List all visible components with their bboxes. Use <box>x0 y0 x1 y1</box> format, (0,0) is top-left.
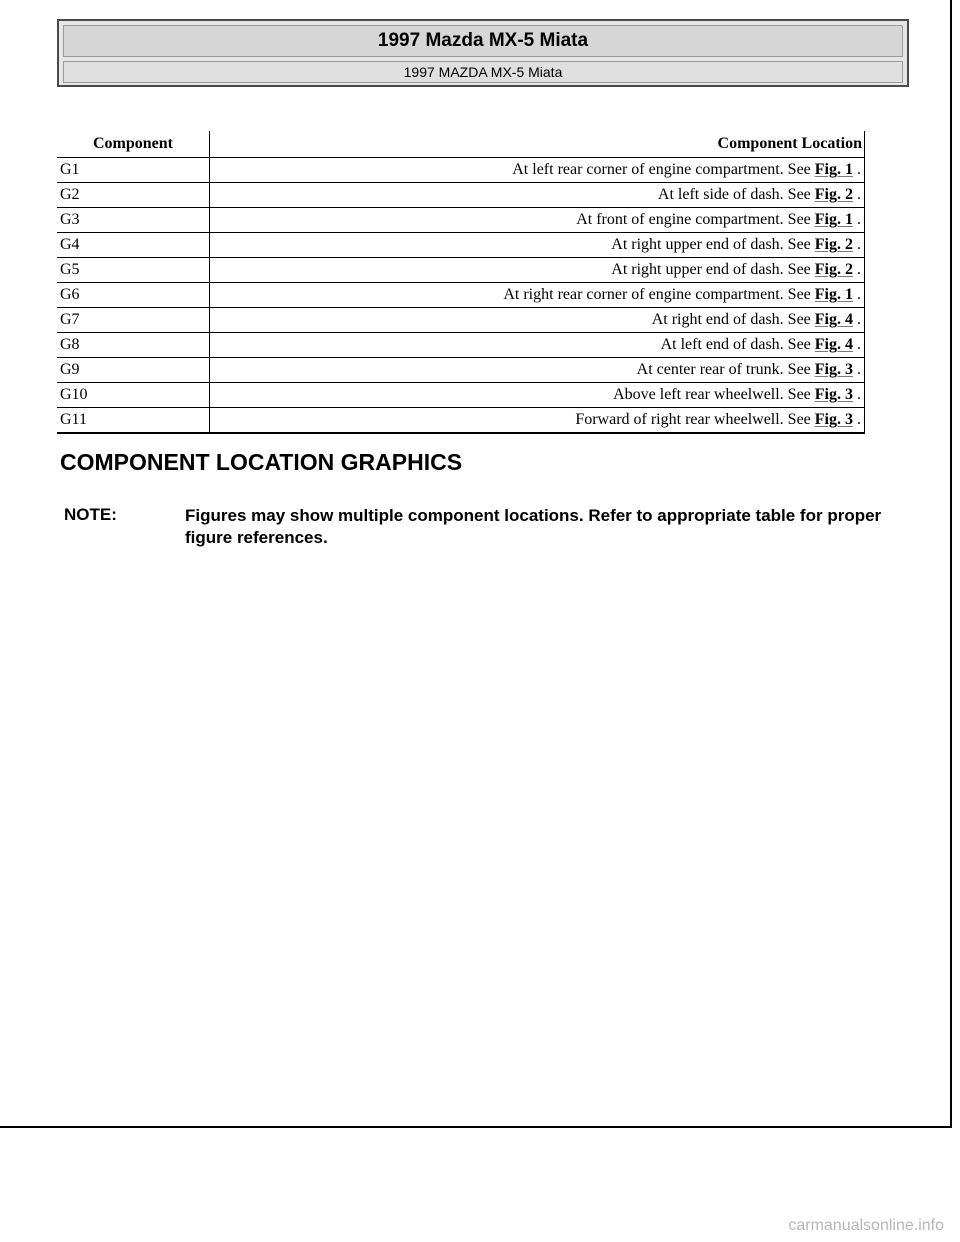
figure-link[interactable]: Fig. 4 <box>814 336 853 353</box>
period-text: . <box>857 361 861 378</box>
section-heading: COMPONENT LOCATION GRAPHICS <box>60 449 463 475</box>
table-row <box>57 308 865 333</box>
table-row <box>57 383 865 408</box>
location-text: At right end of dash. See <box>651 311 811 328</box>
period-text: . <box>857 386 861 403</box>
table-row <box>57 358 865 383</box>
location-text: At left rear corner of engine compartment. See <box>512 161 811 178</box>
location-text: Forward of right rear wheelwell. See <box>575 411 811 428</box>
table-row <box>57 283 865 308</box>
table-header-row <box>57 131 865 158</box>
component-cell: G8 <box>57 333 210 358</box>
component-cell: G7 <box>57 308 210 333</box>
location-text: Above left rear wheelwell. See <box>613 386 811 403</box>
figure-link[interactable]: Fig. 3 <box>814 411 853 428</box>
table-row <box>57 408 865 434</box>
location-cell <box>210 283 865 308</box>
location-cell <box>210 233 865 258</box>
figure-link[interactable]: Fig. 1 <box>814 211 853 228</box>
period-text: . <box>857 286 861 303</box>
figure-link[interactable]: Fig. 3 <box>814 386 853 403</box>
table-row <box>57 258 865 283</box>
component-cell: G1 <box>57 158 210 183</box>
period-text: . <box>857 161 861 178</box>
period-text: . <box>857 211 861 228</box>
component-location-table <box>57 131 865 434</box>
location-cell <box>210 358 865 383</box>
period-text: . <box>857 411 861 428</box>
component-cell: G4 <box>57 233 210 258</box>
component-cell: G11 <box>57 408 210 434</box>
period-text: . <box>857 261 861 278</box>
location-cell <box>210 258 865 283</box>
location-cell <box>210 408 865 434</box>
location-text: At right upper end of dash. See <box>611 261 811 278</box>
note-label: NOTE: <box>64 505 117 524</box>
column-header-component: Component <box>57 131 210 158</box>
location-text: At center rear of trunk. See <box>636 361 811 378</box>
location-cell <box>210 308 865 333</box>
period-text: . <box>857 186 861 203</box>
location-text: At left side of dash. See <box>657 186 811 203</box>
figure-link[interactable]: Fig. 2 <box>814 236 853 253</box>
location-cell <box>210 183 865 208</box>
location-cell <box>210 333 865 358</box>
figure-link[interactable]: Fig. 2 <box>814 261 853 278</box>
figure-link[interactable]: Fig. 4 <box>814 311 853 328</box>
location-text: At front of engine compartment. See <box>576 211 811 228</box>
location-text: At left end of dash. See <box>660 336 811 353</box>
component-cell: G10 <box>57 383 210 408</box>
table-row <box>57 233 865 258</box>
period-text: . <box>857 311 861 328</box>
document-title: 1997 Mazda MX-5 Miata <box>63 25 903 57</box>
location-text: At right rear corner of engine compartment. See <box>503 286 811 303</box>
period-text: . <box>857 236 861 253</box>
note-text: Figures may show multiple component locations. Refer to appropriate table for proper figure references. <box>185 506 882 547</box>
figure-link[interactable]: Fig. 1 <box>814 161 853 178</box>
figure-link[interactable]: Fig. 1 <box>814 286 853 303</box>
component-cell: G9 <box>57 358 210 383</box>
column-header-location: Component Location <box>210 131 865 158</box>
location-cell <box>210 208 865 233</box>
component-cell: G6 <box>57 283 210 308</box>
component-cell: G5 <box>57 258 210 283</box>
watermark: carmanualsonline.info <box>788 1217 944 1234</box>
table-row <box>57 183 865 208</box>
component-cell: G2 <box>57 183 210 208</box>
table-row <box>57 158 865 183</box>
document-subtitle: 1997 MAZDA MX-5 Miata <box>63 61 903 83</box>
document-header <box>57 19 909 87</box>
figure-link[interactable]: Fig. 2 <box>814 186 853 203</box>
period-text: . <box>857 336 861 353</box>
figure-link[interactable]: Fig. 3 <box>814 361 853 378</box>
table-row <box>57 208 865 233</box>
component-cell: G3 <box>57 208 210 233</box>
location-cell <box>210 383 865 408</box>
table-body <box>57 158 865 434</box>
table-row <box>57 333 865 358</box>
location-cell <box>210 158 865 183</box>
location-text: At right upper end of dash. See <box>611 236 811 253</box>
